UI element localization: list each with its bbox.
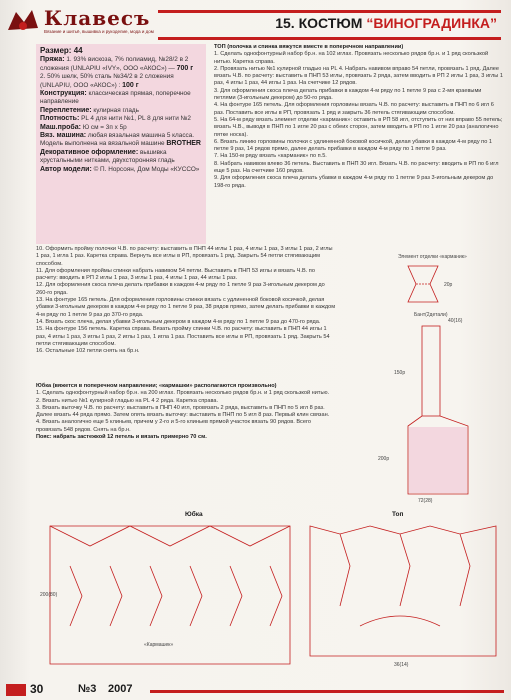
pocket-and-bow-diagram <box>338 244 506 506</box>
top-step-1: 1. Сделать однофонтурный набор бр.н. на 102 иглах. Провязать несколько рядов бр.н. и 1 ряд скользкой нитью. Каретка справа. <box>214 51 489 65</box>
dim-bow-top: 40(16) <box>448 318 463 324</box>
bow-fill <box>409 427 467 493</box>
density-value: PL 4 для нити №1, PL 8 для нити №2 <box>81 115 191 123</box>
construct-row <box>40 90 202 107</box>
belt-step: Пояс: набрать застежкой 12 петель и вязать примерно 70 см. <box>36 434 207 441</box>
skirt-step-4: 4. Вязать аналогично еще 5 клиньев, причем у 2-го и 5-го клиньев прямой участок вязать 90 рядов. Всего провязать 548 рядов. Снять на бр.н. <box>36 419 311 433</box>
yarn-1-weight: 700 г <box>176 64 194 72</box>
top-step-5: 5. На 64-м ряду вязать элемент отделки «карманик»: оставить в РП 58 игл, отступить от них вправо 55 петель; вязать Ч.В., выводя в ПНП по 1 игле 20 раз с обеих сторон, затем вводить в РП по 1 игле 20 раз (аналогично пятке носка). <box>214 116 503 138</box>
page-title <box>275 15 497 31</box>
weave-row <box>40 107 202 115</box>
skirt-step-2: 2. Вязать нитью №1 кулирной гладью на PL 4 2 ряда. Каретка справа. <box>36 397 219 404</box>
skirt-step-1: 1. Сделать однофонтурный набор бр.н. на 200 иглах. Провязать несколько рядов бр.н. и 1 ряд скользкой нитью. <box>36 390 330 397</box>
yarn-2: 2. 50% шелк, 50% сталь №34/2 в 2 сложения (UNLAPIU, ООО «АКОС») : <box>40 73 174 89</box>
yarn-2-row <box>40 73 202 90</box>
dim-skirt-height: 200(80) <box>40 592 58 598</box>
top-step-13: 13. На фонтуре 165 петель. Для оформления горловины спинки вязать с удлиненной боковой косичкой, делая убавки 3-игольным декером в каждом 4-м ряду по 1 петле 9 раз, 38 рядов прямо, затем делать прибавки в каждом 4-м ряду по 1 петле 9 раз до 370-го ряда. <box>36 297 336 318</box>
dim-bow-height: 200р <box>378 456 390 462</box>
weave-value: кулирная гладь <box>93 106 139 114</box>
skirt-and-top-diagram <box>40 506 504 674</box>
footer-rule <box>150 690 504 693</box>
title-bar <box>158 10 501 40</box>
top-step-11: 11. Для оформления проймы спинки набрать навивом 54 петли. Выставить в ПНП 53 иглы и вязать Ч.В. по расчету: вводить в РП 2 иглы 1 раз, 3 иглы 1 раз, 4 иглы 1 раз, 44 иглы 1 раз. <box>36 267 315 282</box>
dim-bow-length: 150р <box>394 370 406 376</box>
author-value: © П. Норсоян, Дом Моды «КУССО» <box>93 165 200 173</box>
top-step-12: 12. Для оформления скоса плеча делать прибавки в каждом 4-м ряду по 1 петле 9 раз 3-игольным декером до 260-го ряда. <box>36 282 325 296</box>
top-step-15: 15. На фонтуре 156 петель. Каретка справа. Вязать пройму спинки Ч.В. по расчету: выставить в ПНП 44 иглы 1 раз, 4 иглы 1 раз, 3 иглы 1 раз, 2 иглы 1 раз, 1 игла 1 раз. Поставить все иглы в РП, провязать 1 ряд. Закрыть 54 петли стягивающим способом. <box>36 326 330 347</box>
machine-label: Вяз. машина: <box>40 132 87 140</box>
issue-number: №3 <box>78 683 97 695</box>
title-number: 15. <box>275 15 295 31</box>
top-instructions <box>214 44 504 190</box>
deco-label: Декоративное оформление: <box>40 148 139 156</box>
deco-row <box>40 149 202 166</box>
deco-value: вышивка хрустальными нитками, двухсторонняя гладь <box>40 148 175 165</box>
sample-row <box>40 124 202 132</box>
top-step-9: 9. Для оформления скоса плеча делать убавки в каждом 4-м ряду по 1 петле 9 раз 3-игольным декером до 198-го ряда. <box>214 175 494 189</box>
top-heading: ТОП (полочка и спинка вяжутся вместе в поперечном направлении) <box>214 44 404 50</box>
page-number: 30 <box>30 682 44 696</box>
sample-value: Ю см = 3п x 5р <box>82 123 127 131</box>
yarn-label: Пряжа: <box>40 56 65 64</box>
footer <box>0 680 511 700</box>
title-name: “ВИНОГРАДИНКА” <box>366 15 497 31</box>
logo-text: Клавесъ <box>44 6 151 30</box>
header <box>4 4 507 42</box>
top-diagram-label: Топ <box>392 511 404 518</box>
spec-box <box>36 44 206 244</box>
top-step-10: 10. Оформить пройму полочки Ч.В. по расчету: выставить в ПНП 44 иглы 1 раз, 4 иглы 1 раз, 3 иглы 1 раз, 2 иглы 1 раз, 1 игла 1 раз. Каретка справа. Вернуть все иглы в РП, провязать 1 ряд. Закрыть 54 петли стягивающим способом. <box>36 246 333 267</box>
top-step-14: 14. Вязать скос плеча, делая убавки 3-игольным декером в каждом 4-м ряду по 1 петле 9 раз до 470-го ряда. <box>36 318 321 325</box>
yarn-row <box>40 56 202 73</box>
top-step-2: 2. Провязать нитью №1 кулирной гладью на PL 4. Набрать навивом вправо 54 петли, провязать 1 ряд. Далее вязать Ч.В. по расчету: выставить в ПНП 53 иглы, провязать 2 ряда, затем вводить в РП 2 иглы 1 раз, 3 иглы 1 раз, 4 иглы 1 раз, 44 иглы 1 раз. На счетчике 12 рядов. <box>214 65 503 87</box>
top-step-16: 16. Остальные 102 петли снять на бр.н. <box>36 348 140 355</box>
machine-value: любая вязальная машина 5 класса. Модель выполнена на вязальной машине <box>40 132 195 148</box>
density-label: Плотность: <box>40 115 80 123</box>
size-label: Размер: 44 <box>40 46 83 55</box>
top-step-8: 8. Набрать навивом влево 36 петель. Выставить в ПНП 30 игл. Вязать Ч.В. по расчету: вводить в РП по 6 игл еще 5 раз. На счетчике 160 рядов. <box>214 160 499 175</box>
magazine-logo <box>6 4 156 38</box>
top-outline <box>310 526 496 656</box>
yarn-2-weight: 100 г <box>122 81 139 89</box>
pocket-diagram-label: Элемент отделки «карманик» <box>398 254 467 260</box>
page-marker <box>6 684 26 696</box>
dim-pocket: 20р <box>444 282 453 288</box>
logo-tagline: Вязание и шитьё, вышивка и рукоделие, мода и дом <box>44 29 154 34</box>
skirt-heading: Юбка (вяжется в поперечном направлении; «кармашки» располагаются произвольно) <box>36 383 277 389</box>
top-step-6: 6. Вязать линию горловины полочки с удлиненной боковой косичкой, делая убавки в каждом 4-м ряду по 1 петле 9 раз, 14 рядов прямо, далее делать прибавки в каждом 4-м ряду по 1 петле 9 раз. <box>214 138 492 153</box>
dim-bow-width: 72(28) <box>418 498 433 504</box>
construct-value: классическая прямая, поперечное направление <box>40 90 191 106</box>
top-step-3: 3. Для оформления скоса плеча делать прибавки в каждом 4-м ряду по 1 петле 9 раз с 2-мя краевыми петлями (3-игольным декером) до 50-го ряда. <box>214 87 482 102</box>
bow-diagram-label: Бант(2детали) <box>414 312 448 318</box>
density-row <box>40 115 202 123</box>
weave-label: Переплетение: <box>40 106 92 114</box>
mid-instructions <box>36 246 336 355</box>
machine-row <box>40 132 202 149</box>
dim-top-width: 36(14) <box>394 662 409 668</box>
yarn-1: 1. 93% вискоза, 7% полиамид, №28/2 в 2 сложения (UNLAPIU «IVY», ООО «АКОС») — <box>40 56 189 72</box>
pocket-note: «Кармашек» <box>144 642 174 648</box>
machine-brand: BROTHER <box>166 140 201 148</box>
issue-year: 2007 <box>108 683 133 695</box>
pocket-shape <box>408 266 438 302</box>
logo-ornament-icon <box>6 8 40 34</box>
construct-label: Конструкция: <box>40 90 87 98</box>
author-label: Автор модели: <box>40 165 92 173</box>
top-step-7: 7. На 150-м ряду вязать «карманик» по п.5. <box>214 153 327 160</box>
title-main: КОСТЮМ <box>298 15 363 31</box>
top-step-4: 4. На фонтуре 165 петель. Для оформления горловины вязать Ч.В. по расчету: выставить в ПНП по 6 игл 6 раз. Поставить все иглы в РП, провязать 1 ряд и закрыть 36 петель стягивающим способом. <box>214 102 494 116</box>
sample-label: Маш.проба: <box>40 123 81 131</box>
skirt-diagram-label: Юбка <box>185 511 203 518</box>
author-row <box>40 166 202 174</box>
skirt-step-3: 3. Вязать выточку Ч.В. по расчету: выставить в ПНП 40 игл, провязать 2 ряда, выставить в ПНП по 5 игл 8 раз. Далее вязать 44 ряда прямо. Затем опять вязать выточку: выставить в ПНП по 5 игл 8 раз. Первый клин связан. <box>36 404 330 419</box>
skirt-instructions <box>36 383 336 441</box>
